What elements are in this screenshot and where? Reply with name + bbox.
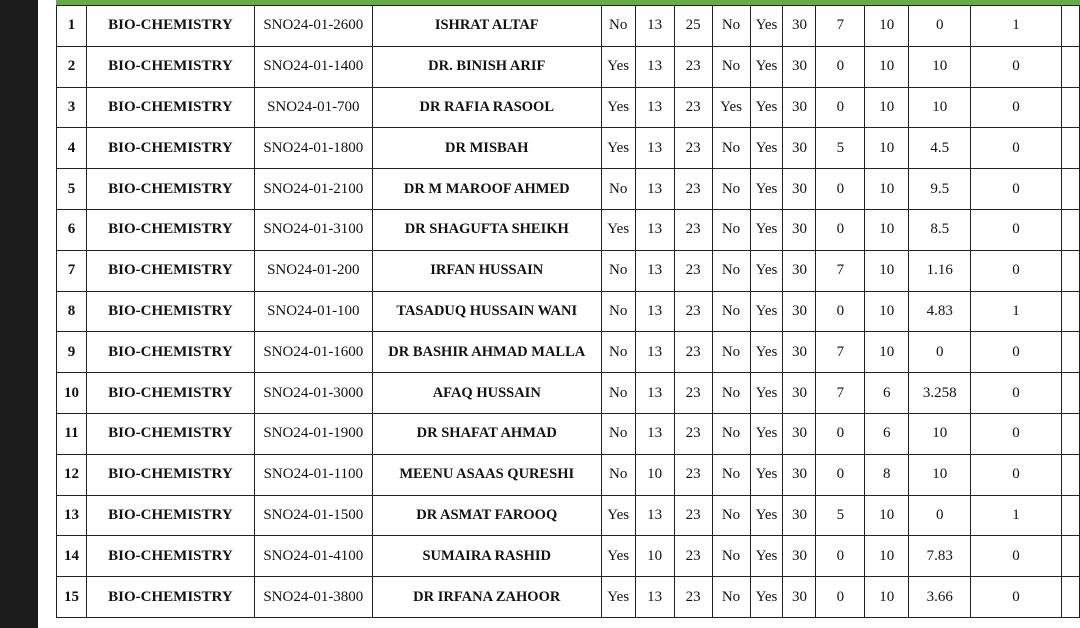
name-cell: DR ASMAT FAROOQ (372, 495, 601, 536)
value-cell-10: 0 (971, 128, 1062, 169)
serial-number-cell: 7 (57, 250, 87, 291)
value-cell-4: No (712, 413, 750, 454)
name-cell: TASADUQ HUSSAIN WANI (372, 291, 601, 332)
value-cell-1: Yes (601, 209, 635, 250)
value-cell-2: 10 (635, 454, 674, 495)
value-cell-9: 4.5 (909, 128, 971, 169)
value-cell-6: 30 (783, 87, 816, 128)
value-cell-8: 10 (865, 46, 909, 87)
department-cell: BIO-CHEMISTRY (86, 577, 254, 618)
table-row (57, 128, 1080, 169)
department-cell: BIO-CHEMISTRY (86, 536, 254, 577)
department-cell: BIO-CHEMISTRY (86, 291, 254, 332)
value-cell-11 (1061, 250, 1079, 291)
value-cell-4: No (712, 536, 750, 577)
value-cell-1: Yes (601, 577, 635, 618)
value-cell-11 (1061, 6, 1079, 47)
code-cell: SNO24-01-3100 (254, 209, 372, 250)
value-cell-2: 13 (635, 577, 674, 618)
value-cell-7: 0 (816, 209, 865, 250)
department-cell: BIO-CHEMISTRY (86, 169, 254, 210)
value-cell-9: 10 (909, 413, 971, 454)
value-cell-10: 1 (971, 6, 1062, 47)
value-cell-9: 3.258 (909, 373, 971, 414)
value-cell-11 (1061, 332, 1079, 373)
department-cell: BIO-CHEMISTRY (86, 250, 254, 291)
value-cell-11 (1061, 87, 1079, 128)
department-cell: BIO-CHEMISTRY (86, 495, 254, 536)
value-cell-8: 6 (865, 413, 909, 454)
value-cell-10: 0 (971, 209, 1062, 250)
value-cell-10: 0 (971, 250, 1062, 291)
value-cell-2: 13 (635, 250, 674, 291)
serial-number-cell: 13 (57, 495, 87, 536)
serial-number-cell: 4 (57, 128, 87, 169)
value-cell-5: Yes (750, 577, 783, 618)
value-cell-6: 30 (783, 6, 816, 47)
table-row (57, 495, 1080, 536)
value-cell-4: No (712, 577, 750, 618)
value-cell-2: 13 (635, 332, 674, 373)
value-cell-11 (1061, 128, 1079, 169)
table-row (57, 250, 1080, 291)
value-cell-8: 6 (865, 373, 909, 414)
value-cell-8: 8 (865, 454, 909, 495)
value-cell-6: 30 (783, 454, 816, 495)
value-cell-5: Yes (750, 495, 783, 536)
value-cell-11 (1061, 495, 1079, 536)
name-cell: DR M MAROOF AHMED (372, 169, 601, 210)
department-cell: BIO-CHEMISTRY (86, 332, 254, 373)
value-cell-11 (1061, 169, 1079, 210)
value-cell-6: 30 (783, 209, 816, 250)
value-cell-7: 7 (816, 6, 865, 47)
value-cell-11 (1061, 46, 1079, 87)
serial-number-cell: 2 (57, 46, 87, 87)
serial-number-cell: 15 (57, 577, 87, 618)
value-cell-10: 0 (971, 373, 1062, 414)
value-cell-7: 0 (816, 454, 865, 495)
table-row (57, 209, 1080, 250)
value-cell-1: No (601, 291, 635, 332)
name-cell: DR RAFIA RASOOL (372, 87, 601, 128)
value-cell-7: 0 (816, 46, 865, 87)
value-cell-5: Yes (750, 128, 783, 169)
code-cell: SNO24-01-200 (254, 250, 372, 291)
value-cell-6: 30 (783, 46, 816, 87)
value-cell-10: 0 (971, 413, 1062, 454)
value-cell-11 (1061, 373, 1079, 414)
value-cell-5: Yes (750, 169, 783, 210)
value-cell-10: 1 (971, 291, 1062, 332)
value-cell-3: 23 (674, 373, 712, 414)
value-cell-4: No (712, 454, 750, 495)
table-row (57, 332, 1080, 373)
value-cell-2: 13 (635, 209, 674, 250)
department-cell: BIO-CHEMISTRY (86, 128, 254, 169)
value-cell-3: 23 (674, 87, 712, 128)
value-cell-3: 25 (674, 6, 712, 47)
value-cell-2: 13 (635, 291, 674, 332)
name-cell: MEENU ASAAS QURESHI (372, 454, 601, 495)
code-cell: SNO24-01-2600 (254, 6, 372, 47)
value-cell-7: 7 (816, 373, 865, 414)
value-cell-1: No (601, 250, 635, 291)
value-cell-11 (1061, 577, 1079, 618)
value-cell-5: Yes (750, 6, 783, 47)
value-cell-7: 0 (816, 291, 865, 332)
table-row (57, 87, 1080, 128)
value-cell-5: Yes (750, 250, 783, 291)
value-cell-7: 5 (816, 128, 865, 169)
value-cell-8: 10 (865, 250, 909, 291)
value-cell-4: No (712, 373, 750, 414)
value-cell-5: Yes (750, 291, 783, 332)
value-cell-3: 23 (674, 128, 712, 169)
value-cell-5: Yes (750, 454, 783, 495)
table-row (57, 373, 1080, 414)
serial-number-cell: 12 (57, 454, 87, 495)
value-cell-1: No (601, 332, 635, 373)
value-cell-8: 10 (865, 128, 909, 169)
value-cell-5: Yes (750, 209, 783, 250)
value-cell-9: 0 (909, 495, 971, 536)
value-cell-9: 0 (909, 332, 971, 373)
table-row (57, 413, 1080, 454)
value-cell-4: No (712, 495, 750, 536)
value-cell-7: 7 (816, 250, 865, 291)
department-cell: BIO-CHEMISTRY (86, 46, 254, 87)
value-cell-1: No (601, 373, 635, 414)
value-cell-3: 23 (674, 577, 712, 618)
value-cell-4: No (712, 6, 750, 47)
table-row (57, 291, 1080, 332)
value-cell-6: 30 (783, 128, 816, 169)
value-cell-1: Yes (601, 87, 635, 128)
value-cell-1: No (601, 454, 635, 495)
value-cell-3: 23 (674, 536, 712, 577)
serial-number-cell: 10 (57, 373, 87, 414)
value-cell-2: 13 (635, 495, 674, 536)
name-cell: DR BASHIR AHMAD MALLA (372, 332, 601, 373)
value-cell-10: 0 (971, 577, 1062, 618)
value-cell-7: 5 (816, 495, 865, 536)
value-cell-2: 13 (635, 169, 674, 210)
table-row (57, 536, 1080, 577)
code-cell: SNO24-01-1600 (254, 332, 372, 373)
value-cell-11 (1061, 536, 1079, 577)
name-cell: AFAQ HUSSAIN (372, 373, 601, 414)
value-cell-10: 0 (971, 332, 1062, 373)
value-cell-4: No (712, 250, 750, 291)
value-cell-6: 30 (783, 291, 816, 332)
department-cell: BIO-CHEMISTRY (86, 209, 254, 250)
value-cell-11 (1061, 413, 1079, 454)
value-cell-8: 10 (865, 536, 909, 577)
department-cell: BIO-CHEMISTRY (86, 373, 254, 414)
value-cell-5: Yes (750, 536, 783, 577)
value-cell-10: 0 (971, 87, 1062, 128)
value-cell-3: 23 (674, 169, 712, 210)
serial-number-cell: 6 (57, 209, 87, 250)
serial-number-cell: 5 (57, 169, 87, 210)
name-cell: DR SHAGUFTA SHEIKH (372, 209, 601, 250)
department-cell: BIO-CHEMISTRY (86, 413, 254, 454)
value-cell-7: 0 (816, 87, 865, 128)
value-cell-11 (1061, 291, 1079, 332)
code-cell: SNO24-01-4100 (254, 536, 372, 577)
value-cell-3: 23 (674, 291, 712, 332)
value-cell-6: 30 (783, 413, 816, 454)
value-cell-10: 1 (971, 495, 1062, 536)
name-cell: DR SHAFAT AHMAD (372, 413, 601, 454)
value-cell-10: 0 (971, 536, 1062, 577)
code-cell: SNO24-01-1500 (254, 495, 372, 536)
value-cell-3: 23 (674, 413, 712, 454)
code-cell: SNO24-01-700 (254, 87, 372, 128)
value-cell-4: No (712, 209, 750, 250)
value-cell-7: 7 (816, 332, 865, 373)
value-cell-9: 0 (909, 6, 971, 47)
table-row (57, 454, 1080, 495)
value-cell-6: 30 (783, 250, 816, 291)
value-cell-3: 23 (674, 495, 712, 536)
code-cell: SNO24-01-1800 (254, 128, 372, 169)
department-cell: BIO-CHEMISTRY (86, 87, 254, 128)
value-cell-9: 9.5 (909, 169, 971, 210)
value-cell-10: 0 (971, 169, 1062, 210)
value-cell-8: 10 (865, 87, 909, 128)
value-cell-10: 0 (971, 454, 1062, 495)
value-cell-4: Yes (712, 87, 750, 128)
code-cell: SNO24-01-3000 (254, 373, 372, 414)
value-cell-8: 10 (865, 209, 909, 250)
value-cell-2: 13 (635, 87, 674, 128)
value-cell-5: Yes (750, 413, 783, 454)
value-cell-4: No (712, 332, 750, 373)
serial-number-cell: 8 (57, 291, 87, 332)
code-cell: SNO24-01-2100 (254, 169, 372, 210)
value-cell-9: 4.83 (909, 291, 971, 332)
value-cell-3: 23 (674, 332, 712, 373)
name-cell: DR. BINISH ARIF (372, 46, 601, 87)
value-cell-9: 1.16 (909, 250, 971, 291)
value-cell-3: 23 (674, 454, 712, 495)
code-cell: SNO24-01-3800 (254, 577, 372, 618)
department-cell: BIO-CHEMISTRY (86, 454, 254, 495)
serial-number-cell: 14 (57, 536, 87, 577)
code-cell: SNO24-01-1900 (254, 413, 372, 454)
value-cell-8: 10 (865, 495, 909, 536)
value-cell-1: No (601, 6, 635, 47)
faculty-table (56, 5, 1080, 618)
value-cell-3: 23 (674, 46, 712, 87)
value-cell-2: 13 (635, 6, 674, 47)
value-cell-6: 30 (783, 169, 816, 210)
value-cell-6: 30 (783, 577, 816, 618)
value-cell-9: 8.5 (909, 209, 971, 250)
serial-number-cell: 3 (57, 87, 87, 128)
value-cell-9: 3.66 (909, 577, 971, 618)
value-cell-9: 10 (909, 46, 971, 87)
value-cell-3: 23 (674, 250, 712, 291)
value-cell-2: 13 (635, 128, 674, 169)
value-cell-3: 23 (674, 209, 712, 250)
viewer-gutter (0, 0, 38, 628)
serial-number-cell: 9 (57, 332, 87, 373)
table-row (57, 6, 1080, 47)
value-cell-7: 0 (816, 169, 865, 210)
value-cell-5: Yes (750, 332, 783, 373)
serial-number-cell: 1 (57, 6, 87, 47)
serial-number-cell: 11 (57, 413, 87, 454)
name-cell: SUMAIRA RASHID (372, 536, 601, 577)
department-cell: BIO-CHEMISTRY (86, 6, 254, 47)
value-cell-4: No (712, 169, 750, 210)
table-row (57, 46, 1080, 87)
value-cell-8: 10 (865, 332, 909, 373)
value-cell-8: 10 (865, 291, 909, 332)
value-cell-9: 10 (909, 87, 971, 128)
value-cell-4: No (712, 291, 750, 332)
value-cell-1: Yes (601, 495, 635, 536)
value-cell-2: 13 (635, 413, 674, 454)
value-cell-8: 10 (865, 6, 909, 47)
value-cell-7: 0 (816, 413, 865, 454)
value-cell-5: Yes (750, 46, 783, 87)
value-cell-1: Yes (601, 46, 635, 87)
name-cell: DR MISBAH (372, 128, 601, 169)
value-cell-1: Yes (601, 536, 635, 577)
name-cell: DR IRFANA ZAHOOR (372, 577, 601, 618)
table-body (57, 6, 1080, 618)
value-cell-8: 10 (865, 169, 909, 210)
value-cell-11 (1061, 454, 1079, 495)
value-cell-4: No (712, 46, 750, 87)
value-cell-5: Yes (750, 373, 783, 414)
table-row (57, 577, 1080, 618)
value-cell-10: 0 (971, 46, 1062, 87)
value-cell-6: 30 (783, 373, 816, 414)
value-cell-2: 13 (635, 373, 674, 414)
value-cell-1: Yes (601, 128, 635, 169)
value-cell-4: No (712, 128, 750, 169)
code-cell: SNO24-01-1100 (254, 454, 372, 495)
value-cell-7: 0 (816, 577, 865, 618)
value-cell-9: 10 (909, 454, 971, 495)
value-cell-7: 0 (816, 536, 865, 577)
value-cell-2: 10 (635, 536, 674, 577)
name-cell: IRFAN HUSSAIN (372, 250, 601, 291)
value-cell-8: 10 (865, 577, 909, 618)
code-cell: SNO24-01-1400 (254, 46, 372, 87)
value-cell-9: 7.83 (909, 536, 971, 577)
value-cell-1: No (601, 169, 635, 210)
value-cell-6: 30 (783, 495, 816, 536)
code-cell: SNO24-01-100 (254, 291, 372, 332)
name-cell: ISHRAT ALTAF (372, 6, 601, 47)
value-cell-1: No (601, 413, 635, 454)
value-cell-6: 30 (783, 332, 816, 373)
value-cell-5: Yes (750, 87, 783, 128)
value-cell-11 (1061, 209, 1079, 250)
table-row (57, 169, 1080, 210)
value-cell-6: 30 (783, 536, 816, 577)
value-cell-2: 13 (635, 46, 674, 87)
